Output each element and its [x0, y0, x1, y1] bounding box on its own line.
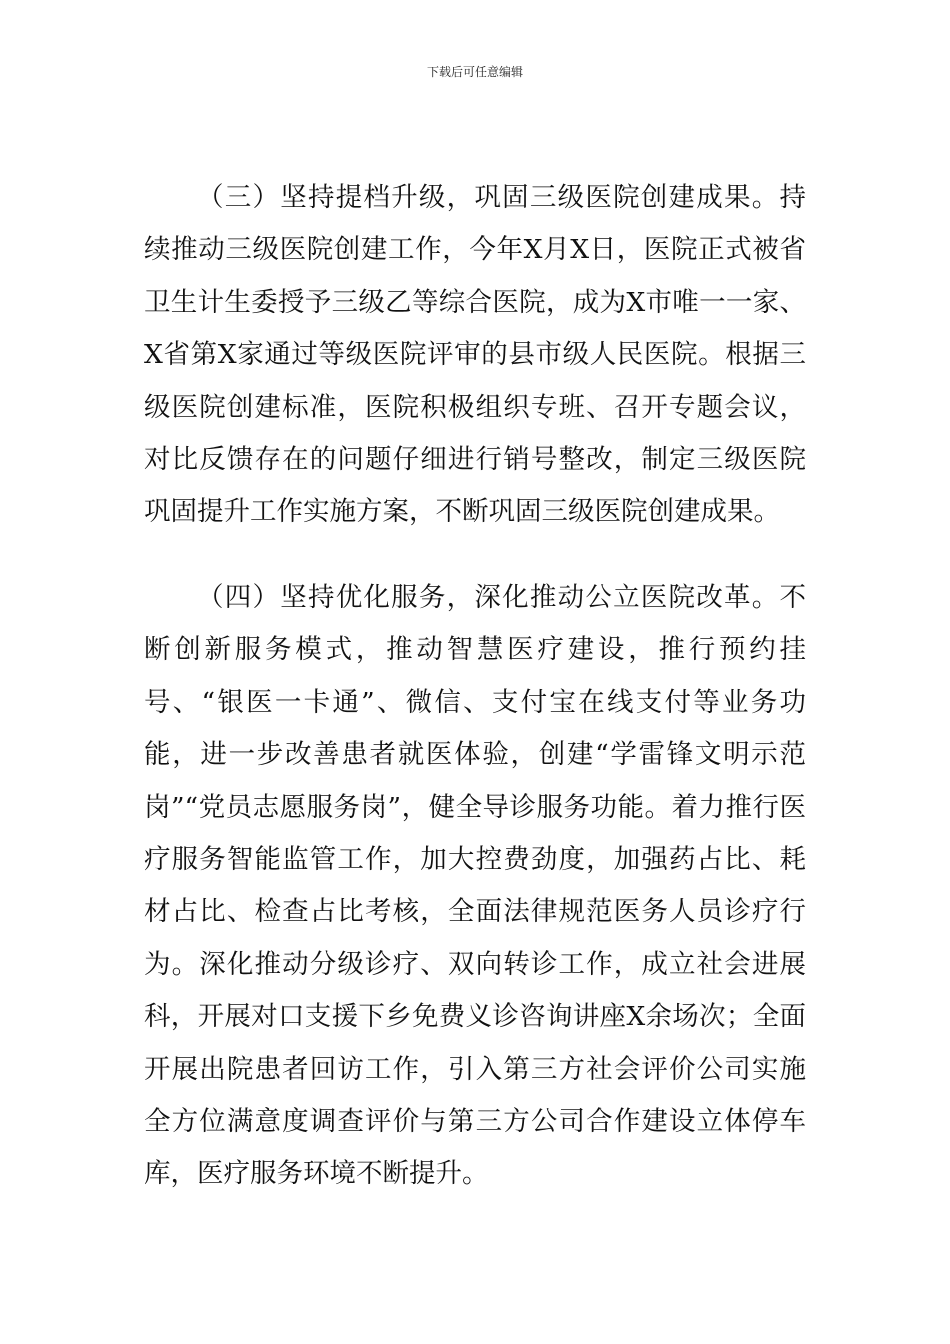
paragraph-text: （四）坚持优化服务，深化推动公立医院改革。不断创新服务模式，推动智慧医疗建设，推行预约挂号、“银医一卡通”、微信、支付宝在线支付等业务功能，进一步改善患者就医体验，创建“学雷锋文明示范岗”“党员志愿服务岗”，健全导诊服务功能。着力推行医疗服务智能监管工作，加大控费劲度，加强药占比、耗材占比、检查占比考核，全面法律规范医务人员诊疗行为。深化推动分级诊疗、双向转诊工作，成立社会进展科，开展对口支援下乡免费义诊咨询讲座X余场次；全面开展出院患者回访工作，引入第三方社会评价公司实施全方位满意度调查评价与第三方公司合作建设立体停车库，医疗服务环境不断提升。 [144, 582, 806, 1190]
paragraph-section-4 [144, 572, 806, 1201]
paragraph-section-3 [144, 172, 806, 539]
page-header: 下载后可任意编辑 [426, 65, 523, 79]
paragraph-text: （三）坚持提档升级，巩固三级医院创建成果。持续推动三级医院创建工作，今年X月X日，医院正式被省卫生计生委授予三级乙等综合医院，成为X市唯一一家、X省第X家通过等级医院评审的县市级人民医院。根据三级医院创建标准，医院积极组织专班、召开专题会议，对比反馈存在的问题仔细进行销号整改，制定三级医院巩固提升工作实施方案，不断巩固三级医院创建成果。 [144, 182, 806, 528]
